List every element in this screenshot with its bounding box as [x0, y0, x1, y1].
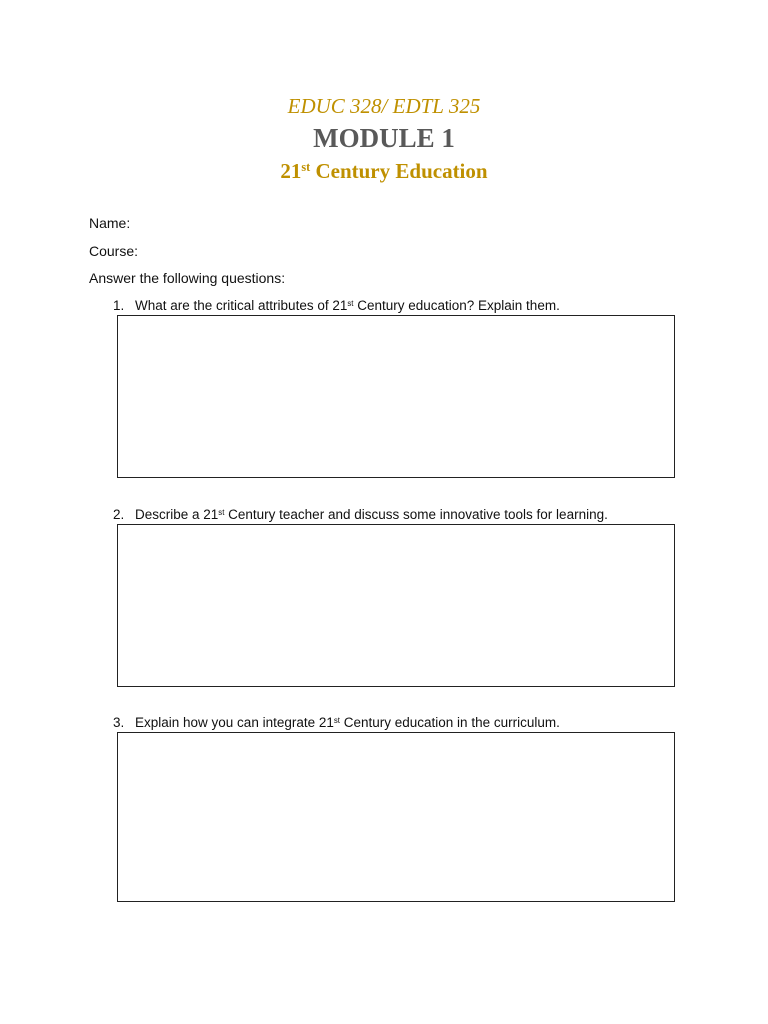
course-code: EDUC 328/ EDTL 325 — [287, 94, 481, 118]
answer-box-2[interactable] — [117, 524, 675, 687]
course-label: Course: — [89, 243, 139, 259]
name-label: Name: — [89, 215, 131, 231]
answer-box-3[interactable] — [117, 732, 675, 902]
question-2-sup: st — [218, 507, 225, 517]
question-1 — [113, 297, 560, 317]
module-subtitle — [0, 158, 768, 187]
question-1-text-before: What are the critical attributes of 21 — [135, 298, 348, 313]
question-1-text-after: Century education? Explain them. — [353, 298, 560, 313]
subtitle-prefix: 21 — [280, 159, 302, 183]
question-2-text-after: Century teacher and discuss some innovative tools for learning. — [224, 507, 608, 522]
module-title: MODULE 1 — [313, 123, 455, 153]
question-3-number: 3. — [113, 715, 125, 730]
question-2-text-before: Describe a 21 — [135, 507, 219, 522]
question-2-number: 2. — [113, 507, 125, 522]
question-1-number: 1. — [113, 298, 125, 313]
subtitle-sup: st — [301, 160, 311, 175]
question-3-text-before: Explain how you can integrate 21 — [135, 715, 334, 730]
subtitle-suffix: Century Education — [310, 159, 488, 183]
question-3-sup: st — [333, 715, 340, 725]
answer-box-1[interactable] — [117, 315, 675, 478]
question-3 — [113, 714, 560, 734]
question-2 — [113, 506, 608, 526]
question-3-text-after: Century education in the curriculum. — [339, 715, 560, 730]
question-1-sup: st — [347, 298, 354, 308]
instructions-text: Answer the following questions: — [89, 270, 286, 286]
